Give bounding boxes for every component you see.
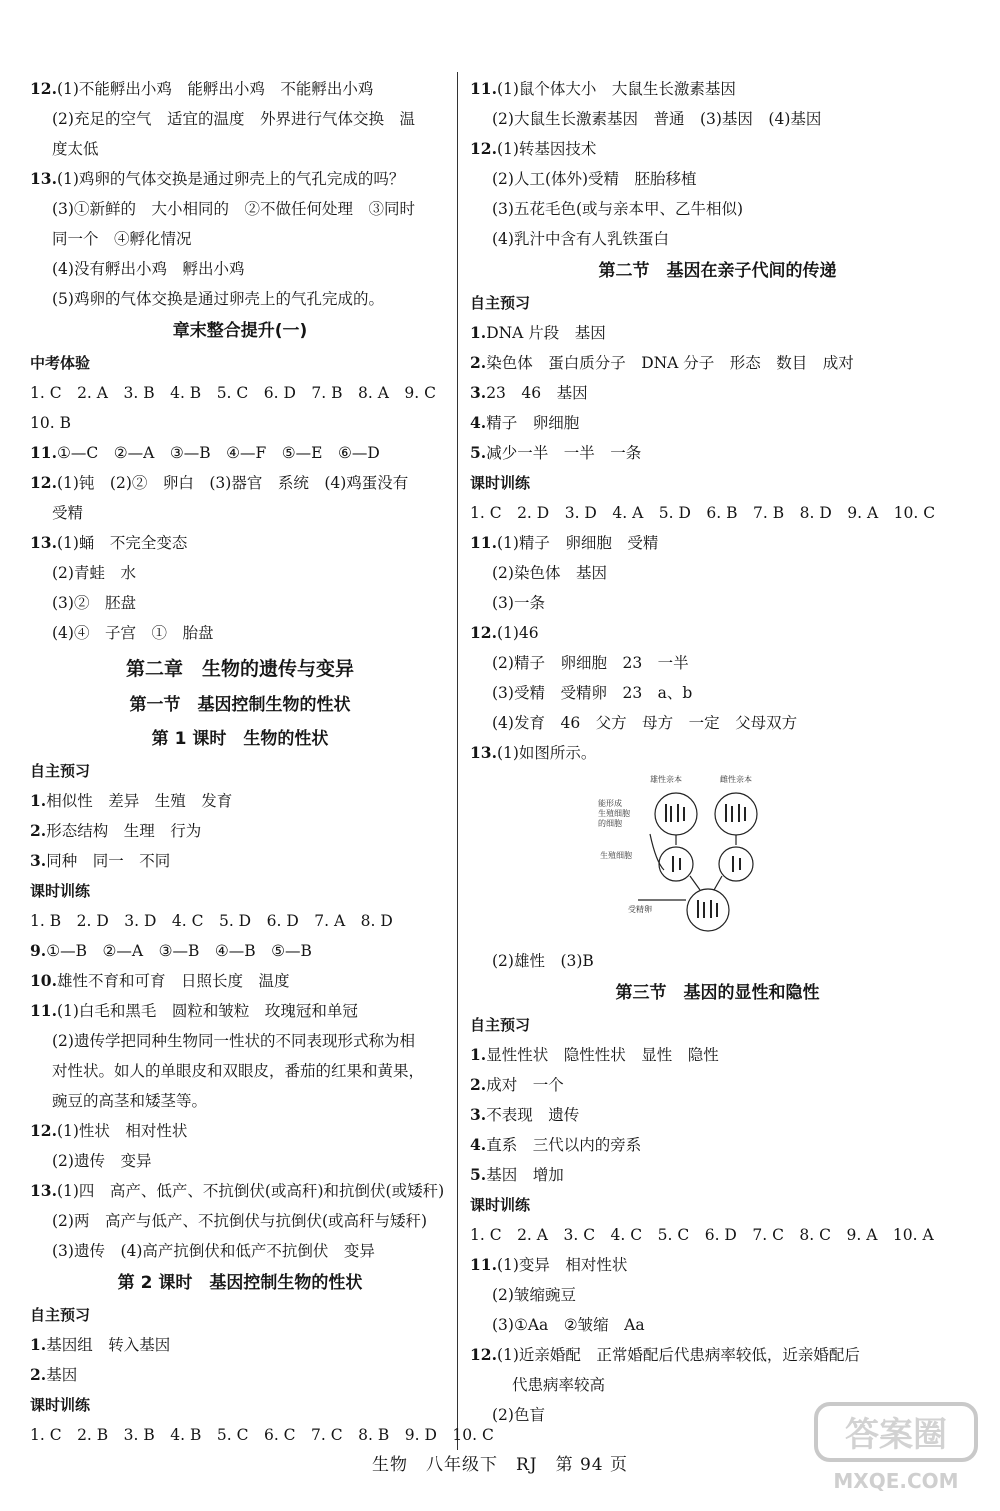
- answer-text: 基因: [46, 1366, 78, 1384]
- answer-line: [470, 1220, 965, 1250]
- answer-line: [30, 1330, 450, 1360]
- answer-line: [470, 348, 965, 378]
- answer-text: (2)雄性 (3)B: [492, 952, 594, 970]
- answer-line: [30, 1116, 450, 1146]
- answer-text: (5)鸡卵的气体交换是通过卵壳上的气孔完成的。: [52, 290, 384, 308]
- body-cell-label-1: 能形成: [598, 799, 622, 808]
- answer-text: (2)青蛙 水: [52, 564, 136, 582]
- answer-line: [470, 1340, 965, 1370]
- answer-line: [30, 164, 450, 194]
- answer-text: 自主预习: [30, 1306, 91, 1324]
- answer-text: (2)遗传学把同种生物同一性状的不同表现形式称为相: [52, 1032, 415, 1050]
- body-cell-label-2: 生殖细胞: [598, 809, 630, 818]
- answer-line: [470, 1280, 965, 1310]
- question-number: 3.: [470, 383, 487, 402]
- question-number: 13.: [30, 533, 57, 552]
- right-column: [470, 74, 965, 1430]
- answer-text: 雄性不育和可育 日照长度 温度: [56, 972, 290, 990]
- germ-cell-label: 生殖细胞: [600, 851, 632, 860]
- answer-text: DNA 片段 基因: [486, 324, 606, 342]
- question-number: 10.: [30, 971, 57, 990]
- answer-text: (3)② 胚盘: [52, 594, 136, 612]
- answer-line: [30, 1360, 450, 1390]
- question-number: 12.: [470, 139, 497, 158]
- answer-text: 1. B 2. D 3. D 4. C 5. D 6. D 7. A 8. D: [30, 912, 393, 930]
- answer-text: 中考体验: [30, 354, 91, 372]
- answer-text: (2)皱缩豌豆: [492, 1286, 576, 1304]
- question-number: 12.: [470, 1345, 497, 1364]
- subsection-label: [470, 468, 965, 498]
- column-divider: [457, 72, 458, 1450]
- answer-line: [30, 194, 450, 224]
- answer-line: [470, 224, 965, 254]
- answer-text: (3)五花毛色(或与亲本甲、乙牛相似): [492, 200, 744, 218]
- answer-line: [30, 1420, 494, 1450]
- answer-text: (2)精子 卵细胞 23 一半: [492, 654, 689, 672]
- answer-line: [470, 946, 965, 976]
- question-number: 1.: [470, 1045, 487, 1064]
- answer-text: (1)精子 卵细胞 受精: [496, 534, 659, 552]
- answer-line: [30, 254, 450, 284]
- answer-text: 课时训练: [470, 1196, 531, 1214]
- sperm-cell: [659, 847, 693, 881]
- answer-text: (3)一条: [492, 594, 545, 612]
- answer-line: [470, 134, 965, 164]
- answer-text: 不表现 遗传: [486, 1106, 580, 1124]
- question-number: 12.: [30, 1121, 57, 1140]
- answer-line: [30, 1176, 450, 1206]
- zygote-label: 受精卵: [628, 905, 652, 914]
- answer-line: [470, 164, 965, 194]
- answer-line: [470, 378, 965, 408]
- answer-line: [30, 468, 450, 498]
- answer-text: (1)钝 (2)② 卵白 (3)器官 系统 (4)鸡蛋没有: [56, 474, 409, 492]
- answer-line: [470, 318, 965, 348]
- page-footer: 生物 八年级下 RJ 第 94 页: [371, 1455, 629, 1475]
- subsection-label: [30, 756, 450, 786]
- answer-line: [470, 408, 965, 438]
- answer-line: [470, 1310, 965, 1340]
- answer-line: [30, 1056, 450, 1086]
- answer-line: [30, 1206, 450, 1236]
- answer-text: 减少一半 一半 一条: [486, 444, 642, 462]
- answer-text: (3)①Aa ②皱缩 Aa: [492, 1316, 645, 1334]
- answer-text: 1. C 2. D 3. D 4. A 5. D 6. B 7. B 8. D 9. A 10. C: [470, 504, 936, 522]
- answer-text: (4)④ 子宫 ① 胎盘: [52, 624, 214, 642]
- question-number: 2.: [470, 1075, 487, 1094]
- answer-text: ①—C ②—A ③—B ④—F ⑤—E ⑥—D: [56, 444, 380, 462]
- answer-text: (1)鼠个体大小 大鼠生长激素基因: [496, 80, 736, 98]
- answer-line: [30, 104, 450, 134]
- question-number: 13.: [30, 1181, 57, 1200]
- answer-text: 成对 一个: [486, 1076, 564, 1094]
- answer-line: [470, 104, 965, 134]
- fertilization-figure: [470, 768, 965, 946]
- answer-text: 豌豆的高茎和矮茎等。: [52, 1092, 208, 1110]
- question-number: 1.: [30, 791, 47, 810]
- section-heading: [30, 688, 450, 722]
- answer-text: 第三节 基因的显性和隐性: [615, 983, 820, 1003]
- answer-line: [470, 738, 965, 768]
- answer-text: 同种 同一 不同: [46, 852, 171, 870]
- answer-text: (1)如图所示。: [496, 744, 597, 762]
- answer-line: [30, 1236, 450, 1266]
- answer-line: [30, 438, 450, 468]
- subsection-label: [30, 1390, 450, 1420]
- answer-text: (1)近亲婚配 正常婚配后代患病率较低，近亲婚配后: [496, 1346, 860, 1364]
- subsection-label: [470, 288, 965, 318]
- answer-text: 第 2 课时 基因控制生物的性状: [117, 1273, 363, 1293]
- answer-text: (2)人工(体外)受精 胚胎移植: [492, 170, 697, 188]
- answer-text: 显性性状 隐性性状 显性 隐性: [486, 1046, 719, 1064]
- section-heading: [470, 976, 965, 1010]
- answer-line: [470, 1370, 965, 1400]
- answer-text: 直系 三代以内的旁系: [486, 1136, 642, 1154]
- answer-text: (1)蛹 不完全变态: [56, 534, 188, 552]
- answer-text: (1)转基因技术: [496, 140, 597, 158]
- answer-text: (2)充足的空气 适宜的温度 外界进行气体交换 温: [52, 110, 415, 128]
- left-column: [30, 74, 494, 1450]
- answer-text: 代患病率较高: [512, 1376, 606, 1394]
- question-number: 11.: [30, 443, 57, 462]
- answer-line: [30, 936, 450, 966]
- answer-line: [470, 1040, 965, 1070]
- question-number: 3.: [470, 1105, 487, 1124]
- watermark-top: 答案圈: [845, 1415, 947, 1455]
- question-number: 5.: [470, 1165, 487, 1184]
- section-heading: [30, 1266, 450, 1300]
- subsection-label: [470, 1190, 965, 1220]
- answer-text: 课时训练: [470, 474, 531, 492]
- question-number: 3.: [30, 851, 47, 870]
- answer-line: [30, 1026, 450, 1056]
- section-heading: [30, 722, 450, 756]
- answer-line: [30, 224, 450, 254]
- answer-text: 染色体 蛋白质分子 DNA 分子 形态 数目 成对: [486, 354, 854, 372]
- right-column-top: [470, 74, 965, 768]
- answer-text: (4)没有孵出小鸡 孵出小鸡: [52, 260, 245, 278]
- answer-line: [470, 74, 965, 104]
- answer-text: (1)四 高产、低产、不抗倒伏(或高秆)和抗倒伏(或矮秆): [56, 1182, 445, 1200]
- answer-text: 1. C 2. A 3. B 4. B 5. C 6. D 7. B 8. A 9. C: [30, 384, 437, 402]
- father-body-cell: [655, 793, 697, 835]
- section-heading: [30, 648, 450, 688]
- answer-text: ①—B ②—A ③—B ④—B ⑤—B: [46, 942, 312, 960]
- answer-line: [470, 588, 965, 618]
- question-number: 12.: [470, 623, 497, 642]
- answer-text: 第二节 基因在亲子代间的传递: [598, 261, 837, 281]
- answer-line: [470, 1070, 965, 1100]
- subsection-label: [30, 348, 450, 378]
- subsection-label: [30, 1300, 450, 1330]
- chromosome-marks: [666, 804, 745, 918]
- question-number: 11.: [470, 1255, 497, 1274]
- answer-text: 10. B: [30, 414, 71, 432]
- answer-line: [30, 966, 450, 996]
- question-number: 4.: [470, 1135, 487, 1154]
- answer-line: [470, 1100, 965, 1130]
- answer-line: [30, 378, 450, 408]
- answer-text: (2)遗传 变异: [52, 1152, 152, 1170]
- answer-text: (4)发育 46 父方 母方 一定 父母双方: [492, 714, 798, 732]
- answer-text: 1. C 2. B 3. B 4. B 5. C 6. C 7. C 8. B 9. D 10. C: [30, 1426, 494, 1444]
- answer-text: (3)遗传 (4)高产抗倒伏和低产不抗倒伏 变异: [52, 1242, 375, 1260]
- answer-text: 相似性 差异 生殖 发育: [46, 792, 233, 810]
- section-heading: [30, 314, 450, 348]
- answer-text: 基因 增加: [486, 1166, 564, 1184]
- answer-text: 课时训练: [30, 1396, 91, 1414]
- section-heading: [470, 254, 965, 288]
- answer-line: [470, 678, 965, 708]
- answer-line: [470, 618, 965, 648]
- answer-text: 自主预习: [470, 1016, 531, 1034]
- answer-line: [470, 1250, 965, 1280]
- answer-text: (2)两 高产与低产、不抗倒伏与抗倒伏(或高秆与矮秆): [52, 1212, 428, 1230]
- answer-line: [30, 816, 450, 846]
- answer-text: (4)乳汁中含有人乳铁蛋白: [492, 230, 669, 248]
- question-number: 11.: [30, 1001, 57, 1020]
- answer-line: [470, 1130, 965, 1160]
- answer-line: [470, 528, 965, 558]
- answer-text: 自主预习: [470, 294, 531, 312]
- subsection-label: [470, 1010, 965, 1040]
- answer-line: [470, 498, 965, 528]
- diagram-arrows: [638, 834, 736, 900]
- answer-line: [30, 74, 450, 104]
- answer-line: [30, 1146, 450, 1176]
- body-cell-label-3: 的细胞: [598, 819, 622, 828]
- answer-text: 精子 卵细胞: [486, 414, 580, 432]
- answer-text: 同一个 ④孵化情况: [52, 230, 192, 248]
- question-number: 9.: [30, 941, 47, 960]
- answer-line: [470, 648, 965, 678]
- answer-text: 1. C 2. A 3. C 4. C 5. C 6. D 7. C 8. C 9. A 10. A: [470, 1226, 934, 1244]
- answer-text: (1)性状 相对性状: [56, 1122, 188, 1140]
- answer-text: 章末整合提升(一): [172, 321, 308, 341]
- answer-text: (3)受精 受精卵 23 a、b: [492, 684, 693, 702]
- answer-line: [30, 134, 450, 164]
- answer-text: (1)变异 相对性状: [496, 1256, 628, 1274]
- answer-line: [30, 558, 450, 588]
- answer-text: 第一节 基因控制生物的性状: [129, 695, 351, 715]
- answer-text: (1)不能孵出小鸡 能孵出小鸡 不能孵出小鸡: [56, 80, 374, 98]
- question-number: 4.: [470, 413, 487, 432]
- subsection-label: [30, 876, 450, 906]
- answer-line: [30, 1086, 450, 1116]
- question-number: 2.: [30, 821, 47, 840]
- answer-line: [470, 194, 965, 224]
- question-number: 13.: [30, 169, 57, 188]
- fertilization-diagram: [598, 772, 798, 944]
- question-number: 1.: [470, 323, 487, 342]
- question-number: 12.: [30, 473, 57, 492]
- mother-body-cell: [715, 793, 757, 835]
- answer-text: 23 46 基因: [486, 384, 588, 402]
- answer-line: [30, 906, 450, 936]
- right-column-bottom: [470, 946, 965, 1430]
- question-number: 12.: [30, 79, 57, 98]
- answer-text: (1)鸡卵的气体交换是通过卵壳上的气孔完成的吗？: [56, 170, 405, 188]
- answer-line: [470, 558, 965, 588]
- answer-text: (2)色盲: [492, 1406, 545, 1424]
- answer-line: [30, 846, 450, 876]
- question-number: 1.: [30, 1335, 47, 1354]
- question-number: 2.: [470, 353, 487, 372]
- answer-line: [30, 996, 450, 1026]
- answer-text: (3)①新鲜的 大小相同的 ②不做任何处理 ③同时: [52, 200, 415, 218]
- question-number: 11.: [470, 79, 497, 98]
- answer-text: 自主预习: [30, 762, 91, 780]
- answer-text: 第二章 生物的遗传与变异: [125, 658, 354, 680]
- answer-line: [470, 708, 965, 738]
- question-number: 13.: [470, 743, 497, 762]
- answer-line: [470, 438, 965, 468]
- answer-text: 对性状。如人的单眼皮和双眼皮，番茄的红果和黄果，: [52, 1062, 425, 1080]
- answer-line: [30, 408, 450, 438]
- answer-line: [30, 528, 450, 558]
- question-number: 5.: [470, 443, 487, 462]
- answer-text: (1)白毛和黑毛 圆粒和皱粒 玫瑰冠和单冠: [56, 1002, 358, 1020]
- father-label: 雄性亲本: [650, 775, 682, 784]
- answer-text: 度太低: [52, 140, 99, 158]
- answer-text: 第 1 课时 生物的性状: [151, 729, 329, 749]
- answer-text: 课时训练: [30, 882, 91, 900]
- answer-line: [30, 618, 450, 648]
- answer-line: [30, 498, 450, 528]
- answer-line: [470, 1160, 965, 1190]
- question-number: 2.: [30, 1365, 47, 1384]
- question-number: 11.: [470, 533, 497, 552]
- zygote-cell: [687, 889, 729, 931]
- answer-text: (1)46: [496, 624, 539, 642]
- answer-text: (2)染色体 基因: [492, 564, 607, 582]
- watermark-bottom: MXQE.COM: [833, 1469, 959, 1493]
- answer-line: [30, 284, 450, 314]
- answer-line: [30, 588, 450, 618]
- answer-text: 基因组 转入基因: [46, 1336, 171, 1354]
- mother-label: 雌性亲本: [720, 775, 752, 784]
- answer-text: 受精: [52, 504, 84, 522]
- answer-text: 形态结构 生理 行为: [46, 822, 202, 840]
- egg-cell: [719, 847, 753, 881]
- answer-text: (2)大鼠生长激素基因 普通 (3)基因 (4)基因: [492, 110, 822, 128]
- answer-line: [30, 786, 450, 816]
